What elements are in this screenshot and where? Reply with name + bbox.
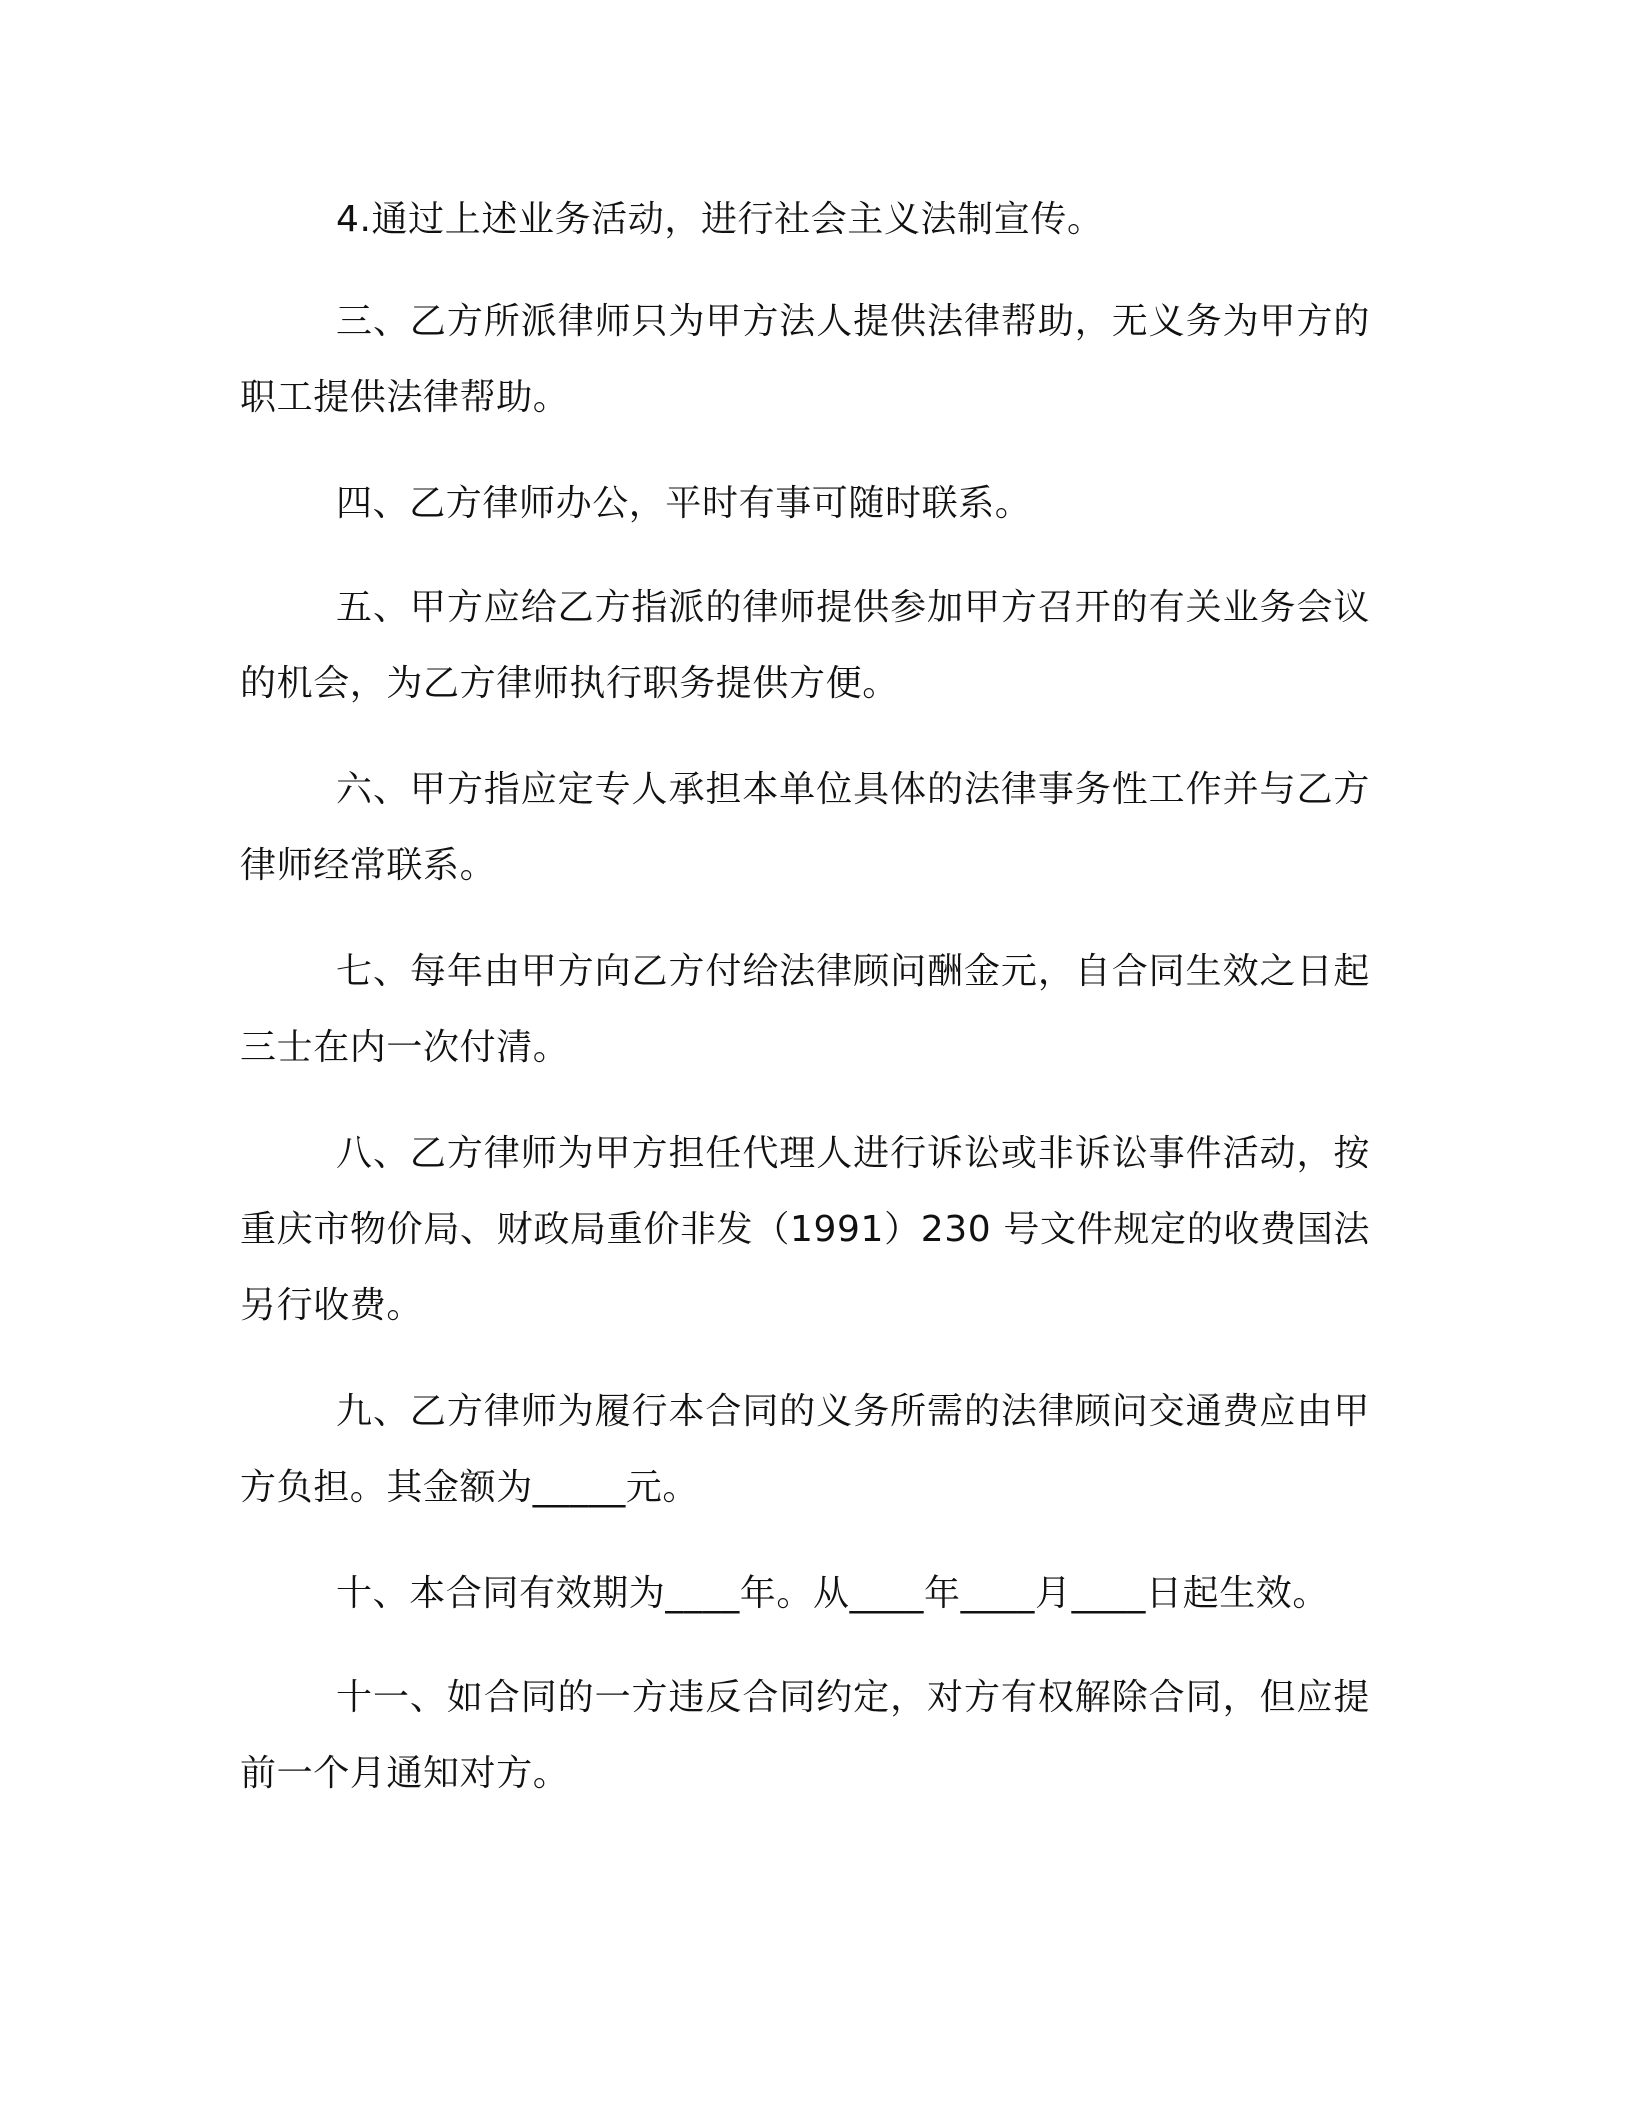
paragraph-clause-3: 三、乙方所派律师只为甲方法人提供法律帮助，无义务为甲方的职工提供法律帮助。 bbox=[240, 301, 1370, 418]
paragraph-clause-11: 十一、如合同的一方违反合同约定，对方有权解除合同，但应提前一个月通知对方。 bbox=[240, 1677, 1370, 1794]
paragraph-clause-6: 六、甲方指应定专人承担本单位具体的法律事务性工作并与乙方律师经常联系。 bbox=[240, 769, 1370, 886]
paragraph-clause-7: 七、每年由甲方向乙方付给法律顾问酬金元，自合同生效之日起三士在内一次付清。 bbox=[240, 951, 1370, 1068]
paragraph-clause-4-office: 四、乙方律师办公，平时有事可随时联系。 bbox=[336, 483, 1032, 524]
paragraph-clause-8: 八、乙方律师为甲方担任代理人进行诉讼或非诉讼事件活动，按重庆市物价局、财政局重价非发（1991）230 号文件规定的收费国法另行收费。 bbox=[240, 1133, 1370, 1326]
paragraph-clause-10: 十、本合同有效期为____年。从____年____月____日起生效。 bbox=[336, 1573, 1329, 1614]
paragraph-clause-4: 4.通过上述业务活动，进行社会主义法制宣传。 bbox=[336, 199, 1104, 240]
paragraph-clause-5: 五、甲方应给乙方指派的律师提供参加甲方召开的有关业务会议的机会，为乙方律师执行职务提供方便。 bbox=[240, 587, 1370, 704]
paragraph-clause-9: 九、乙方律师为履行本合同的义务所需的法律顾问交通费应由甲方负担。其金额为_____元。 bbox=[240, 1391, 1370, 1508]
